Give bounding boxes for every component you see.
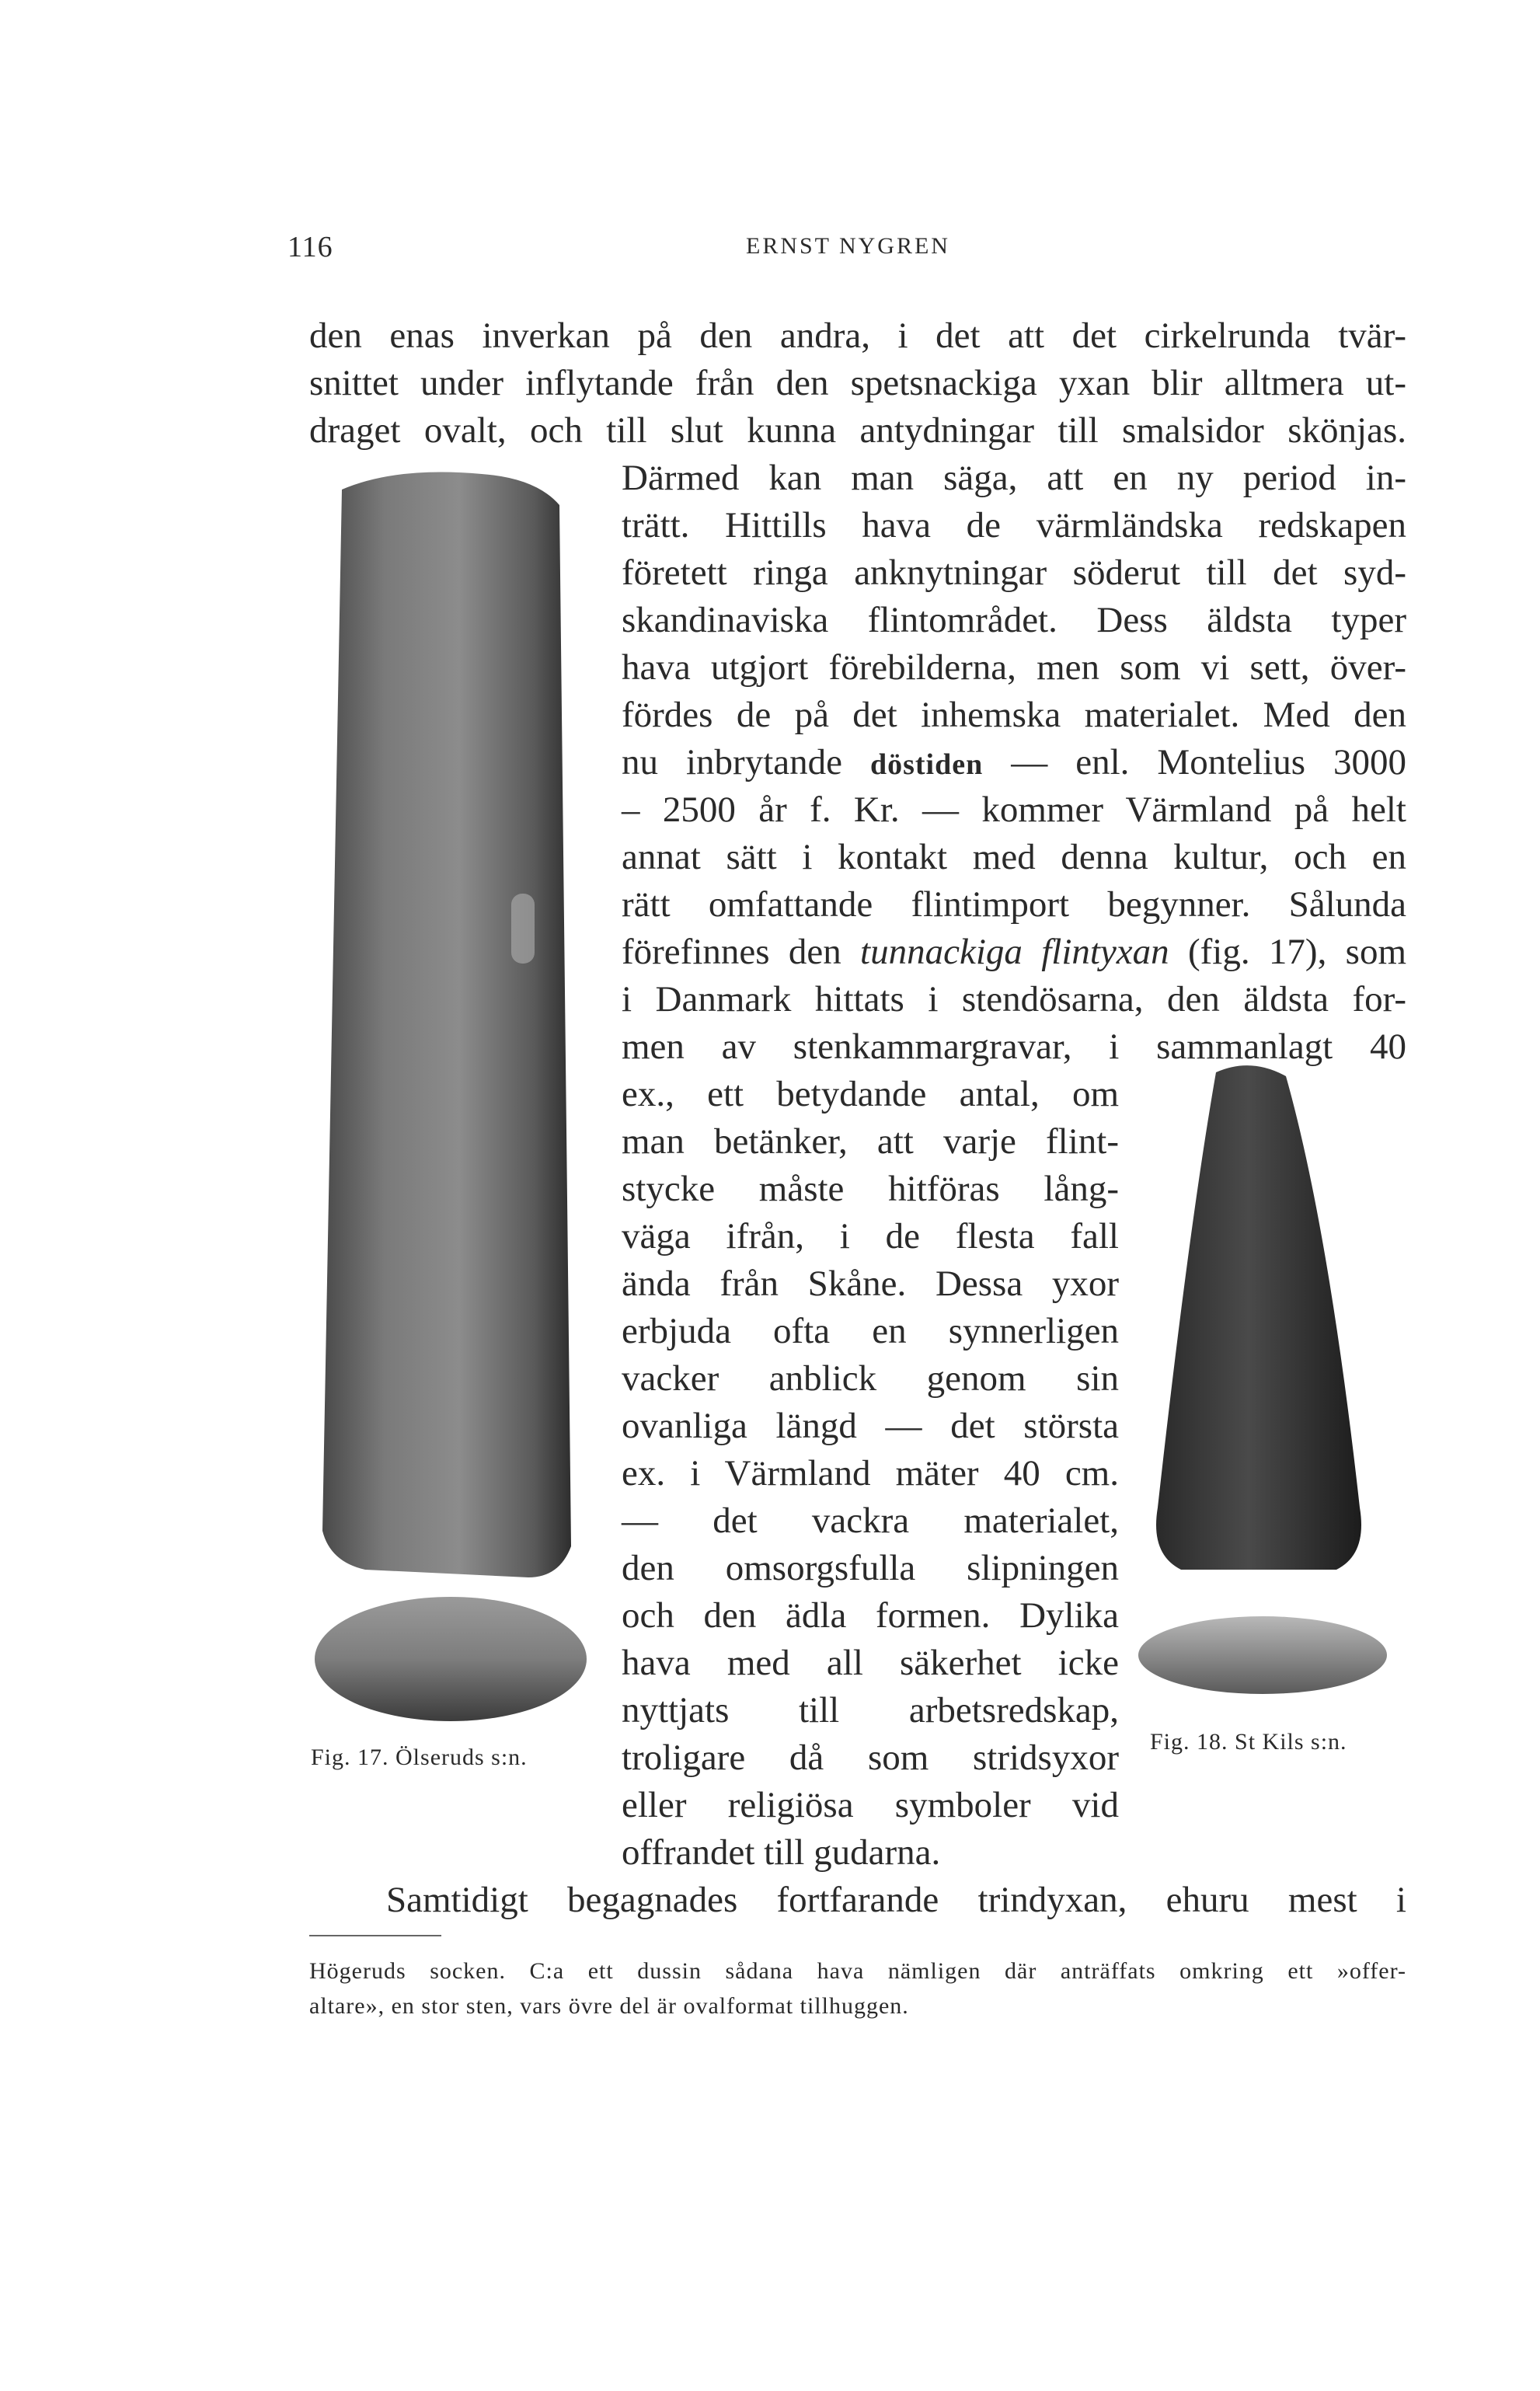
footnote-line: Högeruds socken. C:a ett dussin sådana hava nämligen där anträffats omkring ett »offer- [309, 1958, 1406, 1984]
italic-term-flintyxan: tunnackiga flintyxan [860, 932, 1169, 972]
running-title: ERNST NYGREN [746, 233, 950, 259]
body-line: — det vackra materialet, [622, 1500, 1119, 1541]
body-line: draget ovalt, och till slut kunna antydningar till smalsidor skönjas. [309, 410, 1406, 451]
body-line: och den ädla formen. Dylika [622, 1595, 1119, 1636]
footnote-line: altare», en stor sten, vars övre del är ovalformat tillhuggen. [309, 1993, 909, 2019]
bold-term-dostiden: döstiden [869, 748, 984, 781]
figure-18-axe-photo [1127, 1057, 1399, 1710]
body-line: hava med all säkerhet icke [622, 1643, 1119, 1683]
page-number: 116 [287, 231, 333, 263]
body-line: fördes de på det inhemska materialet. Med den [622, 695, 1406, 735]
text-segment: (fig. 17), som [1188, 932, 1407, 972]
footnote-rule [309, 1935, 441, 1936]
body-line: ända från Skåne. Dessa yxor [622, 1263, 1119, 1304]
body-line: vacker anblick genom sin [622, 1358, 1119, 1399]
figure-18-caption: Fig. 18. St Kils s:n. [1150, 1729, 1347, 1755]
body-line: annat sätt i kontakt med denna kultur, och en [622, 837, 1406, 877]
body-line: snittet under inflytande från den spetsnackiga yxan blir alltmera ut- [309, 363, 1406, 403]
body-line-final: Samtidigt begagnades fortfarande trindyxan, ehuru mest i [386, 1880, 1406, 1920]
body-line: – 2500 år f. Kr. — kommer Värmland på helt [622, 789, 1406, 830]
figure-17-axe-photo [311, 458, 591, 1741]
body-line: erbjuda ofta en synnerligen [622, 1311, 1119, 1351]
text-segment: förefinnes den [622, 932, 841, 972]
body-line: man betänker, att varje flint- [622, 1121, 1119, 1162]
body-line: ex. i Värmland mäter 40 cm. [622, 1453, 1119, 1494]
body-line: stycke måste hitföras lång- [622, 1169, 1119, 1209]
body-line: företett ringa anknytningar söderut till det syd- [622, 552, 1406, 593]
body-line: ovanliga längd — det största [622, 1406, 1119, 1446]
body-line: hava utgjort förebilderna, men som vi sett, över- [622, 647, 1406, 688]
body-line: den omsorgsfulla slipningen [622, 1548, 1119, 1588]
body-line: väga ifrån, i de flesta fall [622, 1216, 1119, 1256]
body-line: nyttjats till arbetsredskap, [622, 1690, 1119, 1731]
body-line [622, 929, 1406, 975]
text-segment: — enl. Montelius 3000 [1011, 742, 1407, 782]
body-line: rätt omfattande flintimport begynner. Sålunda [622, 884, 1406, 925]
body-line: offrandet till gudarna. [622, 1832, 941, 1873]
body-line: den enas inverkan på den andra, i det att det cirkelrunda tvär- [309, 315, 1406, 356]
body-line: trätt. Hittills hava de värmländska redskapen [622, 505, 1406, 545]
text-segment: nu inbrytande [622, 742, 842, 782]
body-line: men av stenkammargravar, i sammanlagt 40 [622, 1026, 1406, 1067]
body-line: i Danmark hittats i stendösarna, den äldsta for- [622, 979, 1406, 1019]
body-line: Därmed kan man säga, att en ny period in- [622, 458, 1406, 498]
figure-17-caption: Fig. 17. Ölseruds s:n. [311, 1744, 528, 1770]
body-line [622, 739, 1406, 788]
body-line: eller religiösa symboler vid [622, 1785, 1119, 1825]
body-line: ex., ett betydande antal, om [622, 1074, 1119, 1114]
body-line: troligare då som stridsyxor [622, 1737, 1119, 1778]
body-line: skandinaviska flintområdet. Dess äldsta typer [622, 600, 1406, 640]
